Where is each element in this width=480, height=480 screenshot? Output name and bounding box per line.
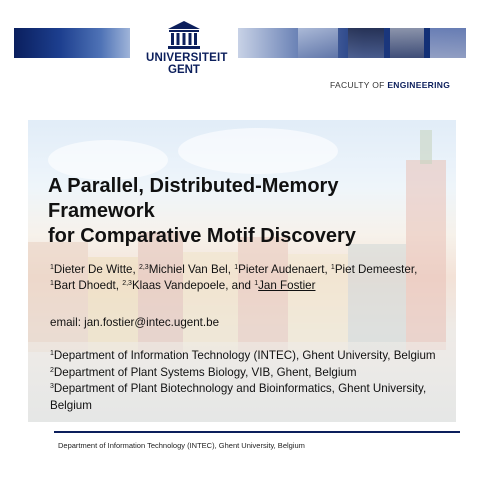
author-name: Michiel Van Bel, — [148, 263, 235, 276]
author-name: Pieter Audenaert, — [238, 263, 331, 276]
affiliation-item: $^2$Department of Plant Systems Biology, VIB, Ghent, Belgium — [50, 365, 357, 379]
slide-title — [48, 174, 448, 249]
affiliation-list — [50, 348, 450, 414]
author-line2: $^1$Bart Dhoedt, $^{2,3}$Klaas Vandepoele, and $^1$Jan Fostier — [50, 279, 316, 292]
title-line2: for Comparative Motif Discovery — [48, 225, 356, 247]
university-logo — [146, 20, 228, 76]
faculty-label: FACULTY OF ENGINEERING — [330, 80, 451, 90]
author-list — [50, 262, 450, 294]
author-name: Klaas Vandepoele, and — [131, 279, 255, 292]
affiliation-item: $^1$Department of Information Technology (INTEC), Ghent University, Belgium — [50, 349, 436, 362]
affiliation-item: $^3$Department of Plant Biotechnology and Bioinformatics, Ghent University, Belgium — [50, 382, 427, 412]
author-name-presenter: Jan Fostier — [258, 279, 316, 292]
author-name: Piet Demeester, — [334, 263, 418, 276]
temple-icon — [167, 20, 201, 50]
author-name: Dieter De Witte, — [53, 263, 139, 276]
author-name: Bart Dhoedt, — [53, 279, 123, 292]
header-banner-right — [238, 28, 466, 58]
footer-divider — [54, 431, 460, 433]
logo-line2: GENT — [168, 64, 200, 76]
author-line1: $^1$Dieter De Witte, $^{2,3}$Michiel Van Bel, $^1$Pieter Audenaert, $^1$Piet Demeester, — [50, 263, 418, 276]
header-banner-left — [14, 28, 130, 58]
contact-email: email: jan.fostier@intec.ugent.be — [50, 316, 220, 329]
logo-line1: UNIVERSITEIT — [146, 52, 228, 64]
title-line1: A Parallel, Distributed-Memory Framework — [48, 175, 339, 222]
footer-text: Department of Information Technology (INTEC), Ghent University, Belgium — [58, 441, 305, 450]
